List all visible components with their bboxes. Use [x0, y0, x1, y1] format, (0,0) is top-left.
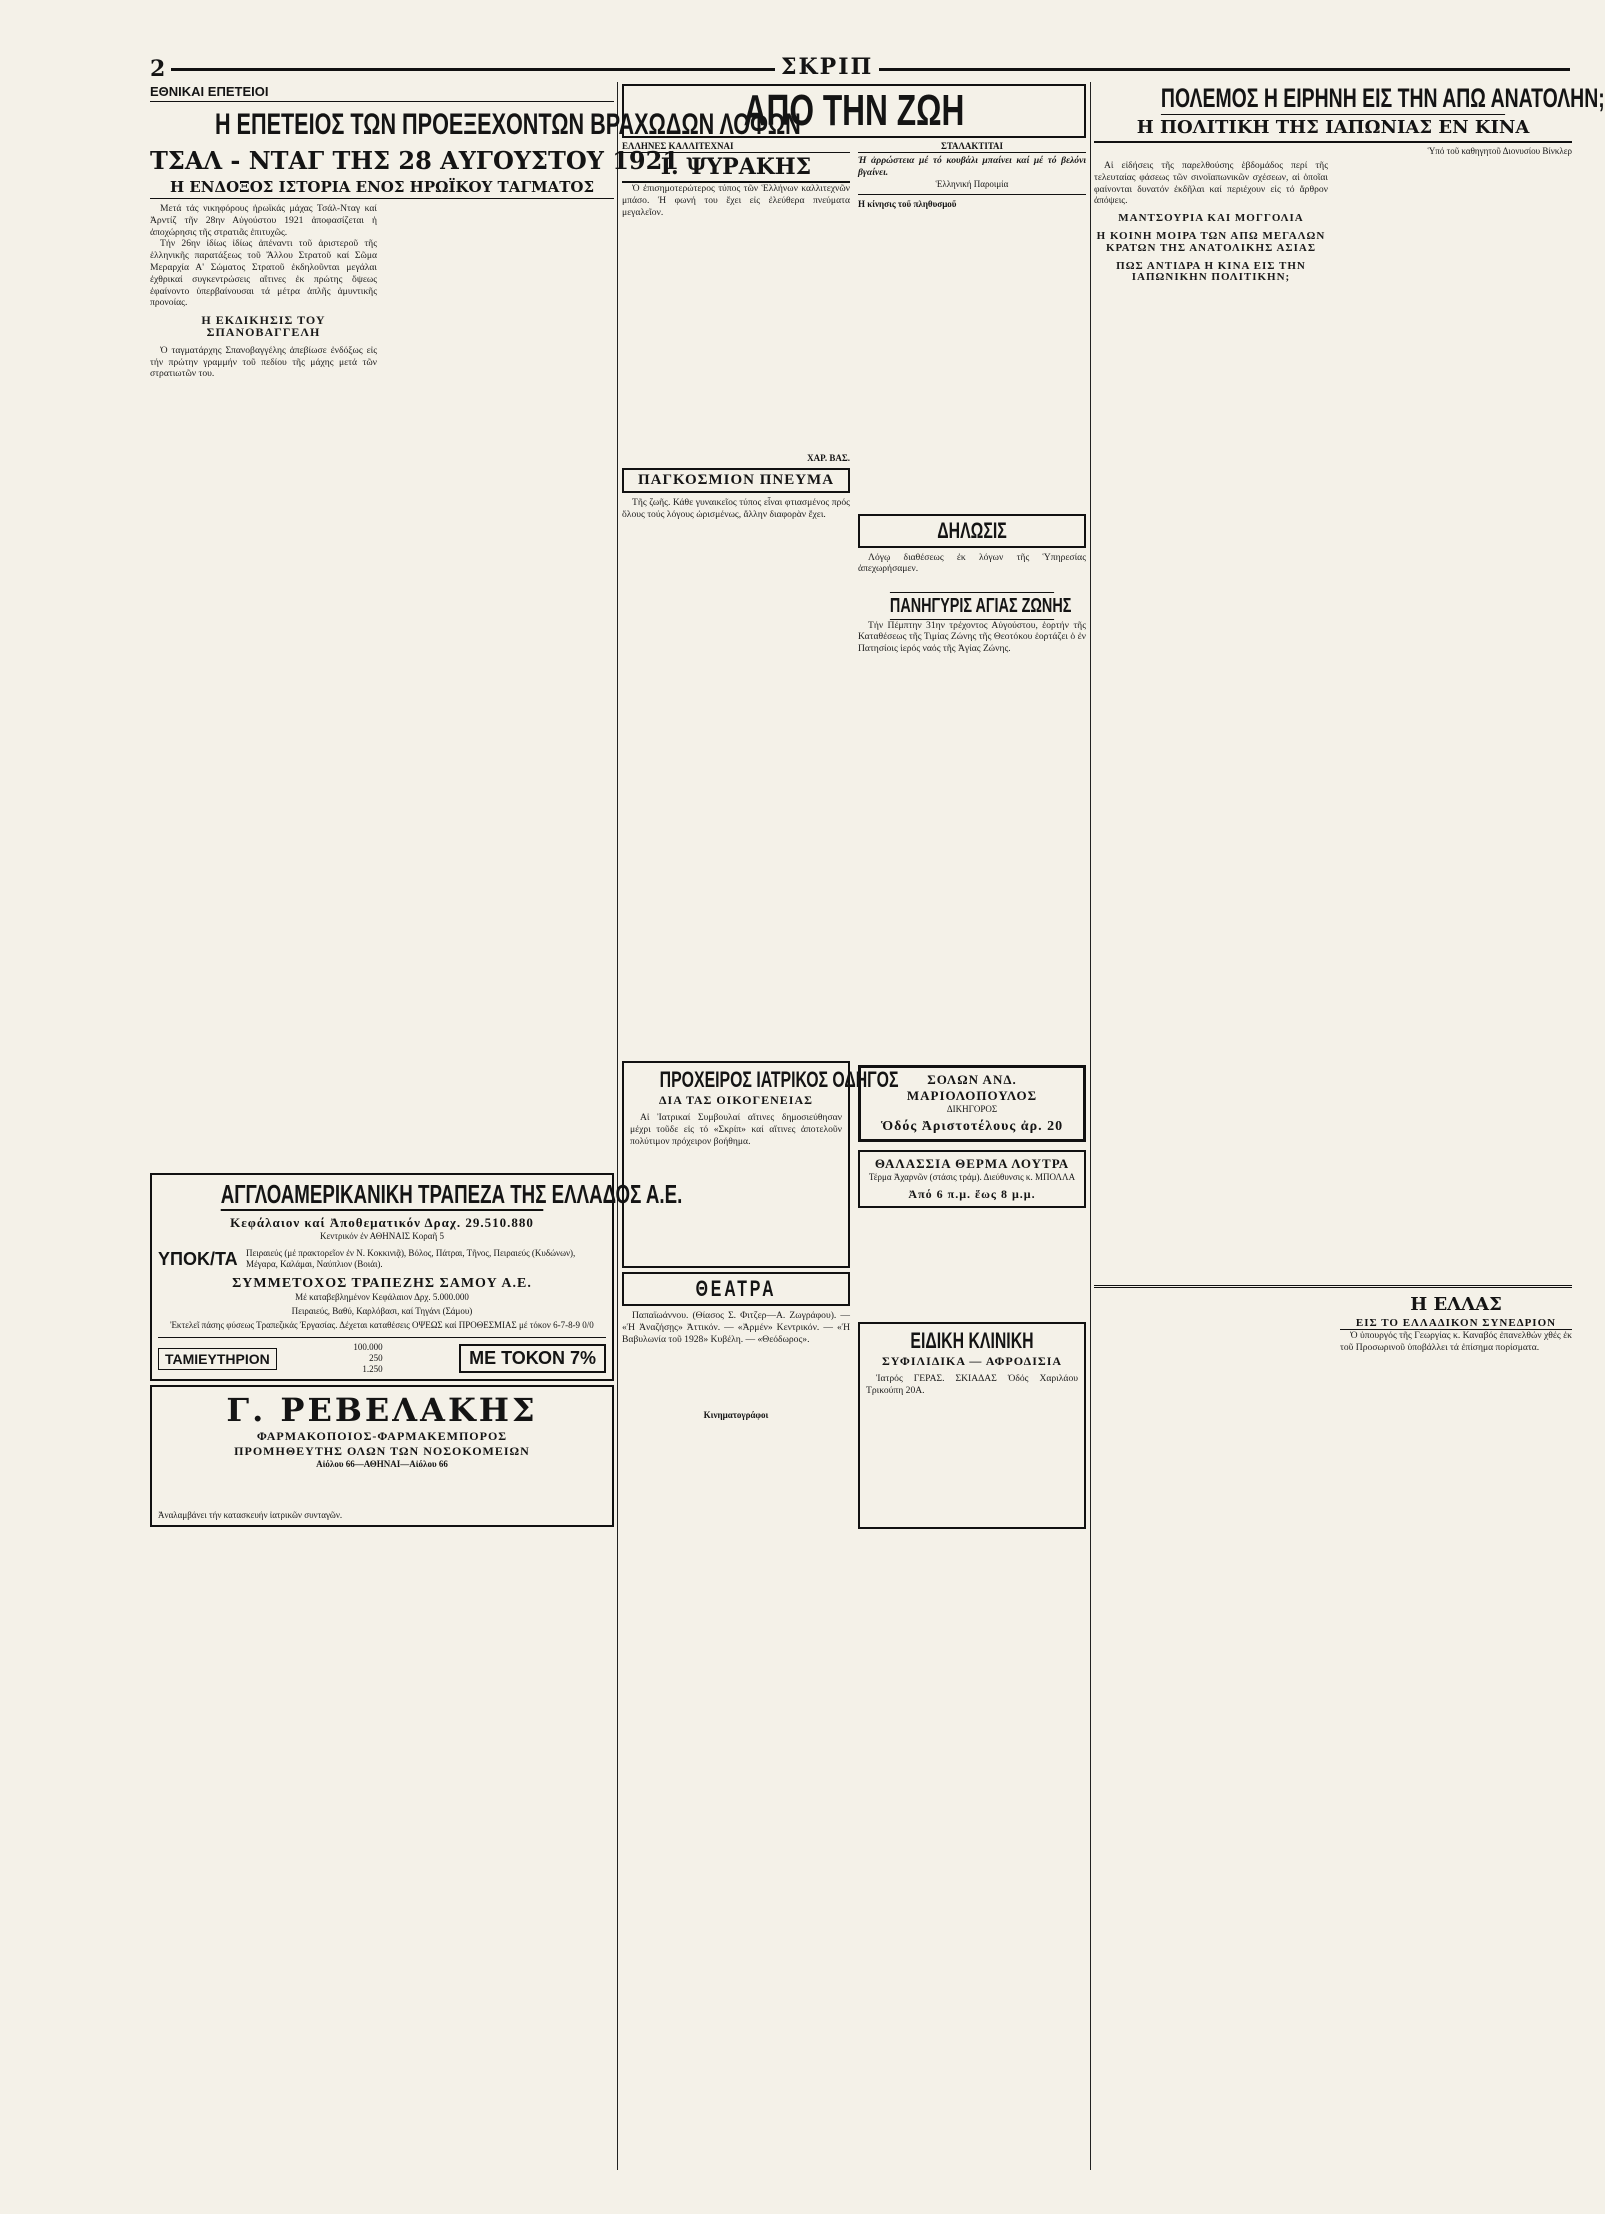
greece-congress-box [1340, 1293, 1572, 1630]
theatres-text [622, 1310, 850, 1410]
baths-text: Τέρμα Ἀχαρνῶν (στάσις τράμ). Διεύθυνσις κ. ΜΠΟΛΛΑ [868, 1172, 1076, 1182]
signature: ΧΑΡ. ΒΑΣ. [807, 453, 850, 463]
baths-advertisement [858, 1150, 1086, 1208]
branches-label: ΥΠΟΚ/ΤΑ [158, 1248, 238, 1269]
proverb-attribution: Ἑλληνική Παροιμία [935, 178, 1009, 189]
banner-title: ΑΠΟ ΤΗΝ ΖΩΗ [743, 86, 965, 135]
headline-date: ΤΣΑΛ - ΝΤΑΓ ΤΗΣ 28 ΑΥΓΟΥΣΤΟΥ 1921 [150, 146, 680, 175]
greece-text [1340, 1330, 1572, 1630]
clinic-title: ΕΙΔΙΚΗ ΚΛΙΝΙΚΗ [910, 1328, 1034, 1353]
lawyer-address: Ὁδός Ἀριστοτέλους ἀρ. 20 [880, 1119, 1064, 1134]
notice-box [858, 514, 1086, 548]
pharmacy-trade: ΦΑΡΜΑΚΟΠΟΙΟΣ-ΦΑΡΜΑΚΕΜΠΟΡΟΣ [256, 1429, 508, 1443]
world-spirit-box [622, 468, 850, 493]
notice-title: ΔΗΛΩΣΙΣ [937, 517, 1007, 543]
pharmacy-name: Γ. ΡΕΒΕΛΑΚΗΣ [226, 1391, 538, 1429]
population-heading: Η κίνησις τοῦ πληθυσμοῦ [858, 198, 957, 209]
clinic-subtitle: ΣΥΦΙΛΙΔΙΚΑ — ΑΦΡΟΔΙΣΙΑ [881, 1354, 1063, 1368]
article-body [150, 203, 614, 1163]
merger-branches: Πειραιεύς, Βαθύ, Καρλόβασι, καί Τηγάνι (Σάμου) [291, 1306, 473, 1316]
population-text [858, 210, 1086, 510]
savings-limit: 250 [369, 1353, 383, 1363]
column-far-east [1094, 82, 1605, 2170]
from-life-banner [622, 84, 1086, 138]
section-heading: ΠΩΣ ΑΝΤΙΔΡΑ Η ΚΙΝΑ ΕΙΣ ΤΗΝ ΙΑΠΩΝΙΚΗΝ ΠΟΛΙΤΙΚΗΝ; [1116, 259, 1306, 284]
masthead [150, 54, 1570, 82]
medical-guide-text [630, 1112, 842, 1262]
artist-text [622, 183, 850, 453]
article-paragraph: Μετά τάς νικηφόρους ἡρωϊκάς μάχας Τσάλ-Νταγ καί Ἀρντίζ τῆν 28ην Αὐγούστου 1921 ἀποφασίζεται ἡ ἀποχώρησις τῆς στρατιᾶς ἐπιτυχῶς. [150, 203, 377, 238]
savings-label: ΤΑΜΙΕΥΤΗΡΙΟΝ [158, 1348, 277, 1370]
page-number: 2 [150, 56, 171, 82]
baths-hours: Ἀπό 6 π.μ. ἕως 8 μ.μ. [908, 1187, 1036, 1201]
article-paragraph: Τήν 26ην ἰδίως ἰδίως ἀπέναντι τοῦ ἀριστεροῦ τῆς ἑλληνικῆς παρατάξεως τοῦ Ἄλλου Στρατοῦ καί Σῶμα Μεραρχία Α' Σώματος Στρατοῦ ἐκδηλοῦνται μεγάλαι ἐχθρικαί συγκεντρώσεις αἵτινες ἐκ πρώτης ὄψεως ἐφαίνοντο ὑπερβαίνουσαι τά μέτρα ἁπλῆς ἀμυντικῆς προνοίας. [150, 238, 377, 309]
section-heading: Η ΕΚΔΙΚΗΣΙΣ ΤΟΥ ΣΠΑΝΟΒΑΓΓΕΛΗ [201, 313, 326, 339]
stalactites-label: ΣΤΑΛΑΚΤΙΤΑΙ [858, 141, 1086, 153]
headline: Η ΕΠΕΤΕΙΟΣ ΤΩΝ ΠΡΟΕΞΕΧΟΝΤΩΝ ΒΡΑΧΩΔΩΝ ΛΟΦΩΝ [214, 108, 801, 141]
greece-paragraph: Ὁ ὑπουργός τῆς Γεωργίας κ. Καναβός ἐπανελθών χθές ἐκ τοῦ Προσωρινοῦ ὑποβάλλει τά ἐπίσημα πορίσματα. [1340, 1330, 1572, 1353]
filler-text [858, 1214, 1086, 1314]
festival-title: ΠΑΝΗΓΥΡΙΣ ΑΓΙΑΣ ΖΩΝΗΣ [890, 592, 1054, 620]
article-paragraph: Αἱ εἰδήσεις τῆς παρελθούσης ἑβδομάδος περί τῆς τελευταίας φάσεως τῶν σινοϊαπωνικῶν σχέσεων, αἱ ὁποῖαι φαίνονται δυνατόν ἐκδῆλαι καί περιέχουν εἰς τό ἄρθρον ἀπόψεις. [1094, 160, 1328, 207]
bank-advertisement [150, 1173, 683, 1381]
bank-headquarters: Κεντρικόν ἐν ΑΘΗΝΑΙΣ Κοραῆ 5 [320, 1231, 444, 1241]
festival-text [858, 620, 1086, 920]
article-paragraph: Ὁ ταγματάρχης Σπανοβαγγέλης ἀπεβίωσε ἐνδόξως εἰς τήν πρώτην γραμμήν τοῦ πεδίου τῆς μάχης μετά τῶν στρατιωτῶν του. [150, 344, 377, 380]
column-divider [1090, 82, 1091, 2170]
clinic-advertisement [858, 1322, 1086, 1529]
medical-guide-title: ΠΡΟΧΕΙΡΟΣ ΙΑΤΡΙΚΟΣ ΟΔΗΓΟΣ [659, 1067, 899, 1092]
greece-subtitle: ΕΙΣ ΤΟ ΕΛΛΑΔΙΚΟΝ ΣΥΝΕΔΡΙΟΝ [1340, 1317, 1572, 1330]
section-heading: ΜΑΝΤΣΟΥΡΙΑ ΚΑΙ ΜΟΓΓΟΛΙΑ [1118, 212, 1304, 225]
column-divider [617, 82, 618, 2170]
subheadline: Η ΕΝΔΟΞΟΣ ΙΣΤΟΡΙΑ ΕΝΟΣ ΗΡΩΪΚΟΥ ΤΑΓΜΑΤΟΣ [150, 176, 614, 199]
artists-label: ΕΛΛΗΝΕΣ ΚΑΛΛΙΤΕΧΝΑΙ [622, 141, 850, 153]
theatres-paragraph: Παπαϊωάννου. (Θίασος Σ. Φιτζερ—Α. Ζωγράφου). — «Ἡ Ἀναζήσῃς» Ἀττικόν. — «Ἀρμέν» Κεντρικόν. — «Ἡ Βαβυλωνία τοῦ 1928» Κυβέλη. — «Θεόδωρος». [622, 1310, 850, 1345]
headline: ΠΟΛΕΜΟΣ Η ΕΙΡΗΝΗ ΕΙΣ ΤΗΝ ΑΠΩ ΑΝΑΤΟΛΗΝ; [1160, 83, 1605, 113]
paper-name: ΣΚΡΙΠ [775, 54, 879, 80]
lawyer-name: ΣΟΛΩΝ ΑΝΔ. ΜΑΡΙΟΛΟΠΟΥΛΟΣ [906, 1072, 1038, 1103]
section-heading: Η ΚΟΙΝΗ ΜΟΙΡΑ ΤΩΝ ΑΠΩ ΜΕΓΑΛΩΝ ΚΡΑΤΩΝ ΤΗΣ ΑΝΑΤΟΛΙΚΗΣ ΑΣΙΑΣ [1096, 229, 1326, 254]
clinic-paragraph: Ἰατρός ΓΕΡΑΣ. ΣΚΙΑΔΑΣ Ὁδός Χαριλάου Τρικούπη 20Α. [866, 1373, 1078, 1396]
baths-title: ΘΑΛΑΣΣΙΑ ΘΕΡΜΑ ΛΟΥΤΡΑ [874, 1156, 1070, 1171]
section-kicker: ΕΘΝΙΚΑΙ ΕΠΕΤΕΙΟΙ [150, 82, 614, 102]
pharmacy-footer: Ἀναλαμβάνει τήν κατασκευήν ἰατρικῶν συνταγῶν. [158, 1510, 343, 1520]
proverb: Ἡ ἀρρώστεια μέ τό κουβάλι μπαίνει καί μέ τό βελόνι βγαίνει. [858, 155, 1086, 178]
savings-limit: 1.250 [362, 1364, 383, 1374]
merger-capital: Μέ καταβεβλημένον Κεφάλαιον Δρχ. 5.000.000 [295, 1292, 469, 1302]
branches-list: Πειραιεύς (μέ πρακτορεῖον ἐν Ν. Κοκκινιᾷ), Βόλος, Πάτραι, Τῆνος, Πειραιεύς (Κυδώνων), Μέγαρα, Καλάμαι, Ναύπλιον (Βοιάι). [246, 1248, 576, 1269]
pharmacy-supplier: ΠΡΟΜΗΘΕΥΤΗΣ ΟΛΩΝ ΤΩΝ ΝΟΣΟΚΟΜΕΙΩΝ [234, 1444, 530, 1458]
greece-title: Η ΕΛΛΑΣ [1410, 1294, 1502, 1315]
subheadline: Η ΠΟΛΙΤΙΚΗ ΤΗΣ ΙΑΠΩΝΙΑΣ ΕΝ ΚΙΝΑ [1094, 115, 1572, 143]
bank-capital: Κεφάλαιον καί Ἀποθεματικόν Δραχ. 29.510.880 [230, 1215, 534, 1230]
world-spirit-title: ΠΑΓΚΟΣΜΙΟΝ ΠΝΕΥΜΑ [637, 472, 835, 488]
cinemas-text [622, 1421, 850, 1721]
artist-paragraph: Ὁ ἐπισημοτερώτερος τύπος τῶν Ἑλλήνων καλλιτεχνῶν μπάσο. Ἡ φωνή του ἔχει εἰς ἐλεύθερα πνεύματα μεγαλεῖον. [622, 183, 850, 218]
column-from-life [622, 82, 1086, 2170]
savings-rate: ΜΕ ΤΟΚΟΝ 7% [459, 1344, 606, 1373]
medical-guide-subtitle: ΔΙΑ ΤΑΣ ΟΙΚΟΓΕΝΕΙΑΣ [659, 1093, 813, 1107]
lawyer-title: ΔΙΚΗΓΟΡΟΣ [946, 1104, 998, 1114]
world-spirit-text [622, 497, 850, 1057]
pharmacy-address: Αἰόλου 66—ΑΘΗΝΑΙ—Αἰόλου 66 [316, 1459, 448, 1469]
notice-paragraph: Λόγῳ διαθέσεως ἐκ λόγων τῆς Ὑπηρεσίας ἀπεχωρήσαμεν. [858, 551, 1086, 575]
article-body [1094, 160, 1572, 1280]
bank-services: Ἐκτελεῖ πάσης φύσεως Τραπεζικάς Ἐργασίας. Δέχεται καταθέσεις ΟΨΕΩΣ καί ΠΡΟΘΕΣΜΙΑΣ μέ τόκον 6-7-8-9 0/0 [170, 1320, 594, 1330]
merger-name: ΣΥΜΜΕΤΟΧΟΣ ΤΡΑΠΕΖΗΣ ΣΑΜΟΥ Α.Ε. [232, 1276, 532, 1291]
festival-paragraph: Τήν Πέμπτην 31ην τρέχοντος Αὐγούστου, ἑορτήν τῆς Καταθέσεως τῆς Τιμίας Ζώνης τῆς Θεοτόκου ἑορτάζει ὁ ἐν Πατησίοις ἱερός ναός τῆς Ἁγίας Ζώνης. [858, 619, 1086, 655]
world-spirit-paragraph: Τῆς ζωῆς. Κάθε γυναικεῖος τύπος εἶναι φτιασμένος πρός ὅλους τούς λόγους ὡρισμένως, ἄλλην διαφορὰν ἔχει. [622, 497, 850, 520]
cinemas-heading: Κινηματογράφοι [703, 1410, 769, 1420]
artist-name: Ι. ΨΥΡΑΚΗΣ [622, 153, 850, 183]
byline: Ὑπό τοῦ καθηγητοῦ Διονυσίου Βίνκλερ [1427, 146, 1572, 156]
pharmacy-advertisement [150, 1385, 614, 1527]
medical-guide-box [622, 1061, 899, 1268]
theatres-title: ΘΕΑΤΡΑ [695, 1276, 777, 1301]
savings-limit: 100.000 [353, 1342, 383, 1352]
clinic-text [866, 1373, 1078, 1523]
medical-guide-paragraph: Αἱ Ἰατρικαί Συμβουλαί αἵτινες δημοσιεύθησαν μέχρι τοῦδε εἰς τό «Σκρίπ» καί αἵτινες ἀποτελοῦν πολύτιμον πρόχειρον βοήθημα. [630, 1112, 842, 1147]
notice-text [858, 552, 1086, 592]
theatres-box [622, 1272, 850, 1306]
bank-name: ΑΓΓΛΟΑΜΕΡΙΚΑΝΙΚΗ ΤΡΑΠΕΖΑ ΤΗΣ ΕΛΛΑΔΟΣ Α.Ε. [220, 1179, 683, 1209]
